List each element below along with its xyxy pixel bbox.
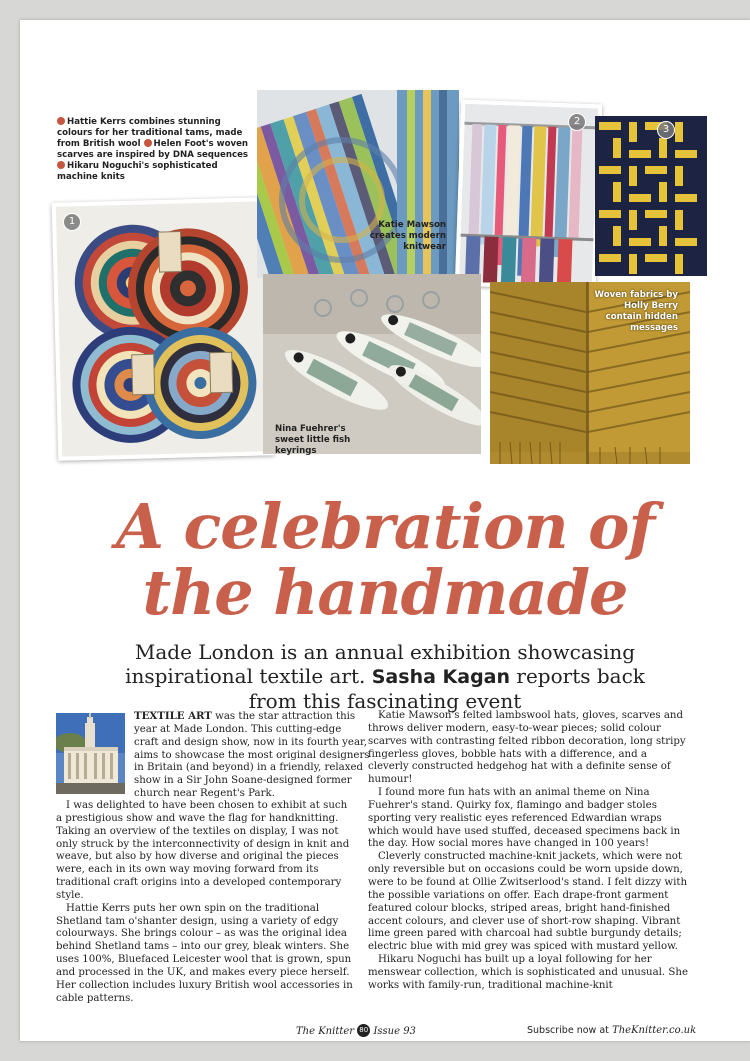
footer-left	[296, 1025, 416, 1038]
paragraph-3: Hattie Kerrs puts her own spin on the traditional Shetland tam o'shanter design, using a variety of edgy colourways. She brings colour – as was the original idea behind Shetland tams – into our grey, bleak winters. She uses 100%, Bluefaced Leicester wool that is grown, spun and processed in the UK, and makes every piece herself. Her collection includes luxury British wool accessories in cable patterns.	[56, 902, 353, 1004]
photo-tams	[52, 197, 275, 461]
body-column-left-lower	[56, 800, 356, 1006]
church-image	[56, 713, 125, 794]
photo-church	[56, 713, 125, 794]
footer-site-link[interactable]: TheKnitter.co.uk	[612, 1025, 697, 1036]
photo-weave-dark	[595, 116, 707, 276]
photo-number-1-badge: 1	[63, 213, 81, 231]
lead-in: TEXTILE ART	[134, 710, 212, 722]
magazine-page	[20, 20, 750, 1041]
paragraph-5: I found more fun hats with an animal theme on Nina Fuehrer's stand. Quirky fox, flamingo and badger stoles sporting very realistic eyes referenced Edwardian wraps which would have used stuffed, deceased specimens back in the day. How social mores have changed in 100 years!	[368, 787, 681, 850]
photo-number-2-badge: 2	[568, 113, 586, 131]
standfirst	[80, 640, 690, 713]
paragraph-6: Cleverly constructed machine-knit jackets, which were not only reversible but on occasions could be worn upside down, were to be found at Ollie Zwitserlood's stand. I felt dizzy with the possible variations on offer. Each drape-front garment featured colour blocks, striped areas, bright hand-finished accent colours, and clever use of short-row shaping. Vibrant lime green pared with charcoal had subtle burgundy details; electric blue with mid grey was spiced with mustard yellow.	[368, 851, 688, 953]
standfirst-line-1: Made London is an annual exhibition showcasing	[134, 640, 636, 664]
caption-woven-fabrics: Woven fabrics by Holly Berry contain hidden messages	[594, 290, 678, 333]
footer-subscribe: Subscribe now at	[527, 1025, 609, 1036]
weave-dark-image	[595, 116, 707, 276]
body-column-right	[368, 710, 688, 993]
body-first-line: TEXTILE ART was the star attraction this	[134, 710, 356, 722]
body-column-left: TEXTILE ART was the star attraction this year at Made London. This cutting-edge craft and design show, now in its fourth year, aims to showcase the most original designers in Britain (and beyond) in a friendly, relaxed show in a Sir John Soane-designed former church near Regent's Park.	[134, 710, 370, 800]
tams-image	[56, 201, 270, 456]
main-caption: Hattie Kerrs combines stunning colours for her traditional tams, made from British wool Helen Foot's woven scarves are inspired by DNA sequences Hikaru Noguchi's sophisticated machine knits	[57, 117, 249, 182]
paragraph-7: Hikaru Noguchi has built up a loyal following for her menswear collection, which is sophisticated and unusual. She works with family-run, traditional machine-knit	[368, 954, 688, 991]
caption-bullet-1-icon	[57, 117, 65, 125]
scarves-image	[459, 104, 598, 287]
caption-bullet-3-icon	[57, 161, 65, 169]
caption-knitwear: Katie Mawson creates modern knitwear	[369, 220, 446, 252]
footer-right	[527, 1025, 696, 1036]
photo-number-3-badge: 3	[657, 121, 675, 139]
page-number: 80	[357, 1024, 370, 1037]
footer-magazine-name: The Knitter	[296, 1026, 355, 1037]
headline-line-1: A celebration of	[115, 490, 655, 563]
caption-keyrings: Nina Fuehrer's sweet little fish keyrings	[275, 424, 351, 456]
footer-issue: Issue 93	[373, 1026, 416, 1037]
standfirst-line-3: from this fascinating event	[248, 689, 522, 713]
author-name: Sasha Kagan	[371, 666, 511, 688]
paragraph-4: Katie Mawson's felted lambswool hats, gloves, scarves and throws deliver modern, easy-to-wear pieces; solid colour scarves with contrasting felted ribbon decoration, long stripy fingerless gloves, bobble hats with a difference, and a cleverly constructed hedgehog hat with a definite sense of humour!	[368, 710, 686, 786]
headline-line-2: the handmade	[142, 556, 628, 629]
paragraph-2: I was delighted to have been chosen to exhibit at such a prestigious show and wave the flag for handknitting. Taking an overview of the textiles on display, I was not only struck by the interconnectivity of design in knit and weave, but also by how diverse and original the pieces were, each in its own way moving forward from its traditional craft origins into a developed contemporary style.	[56, 800, 350, 901]
standfirst-line-2: inspirational textile art. Sasha Kagan reports back	[125, 664, 645, 688]
caption-bullet-2-icon	[144, 139, 152, 147]
